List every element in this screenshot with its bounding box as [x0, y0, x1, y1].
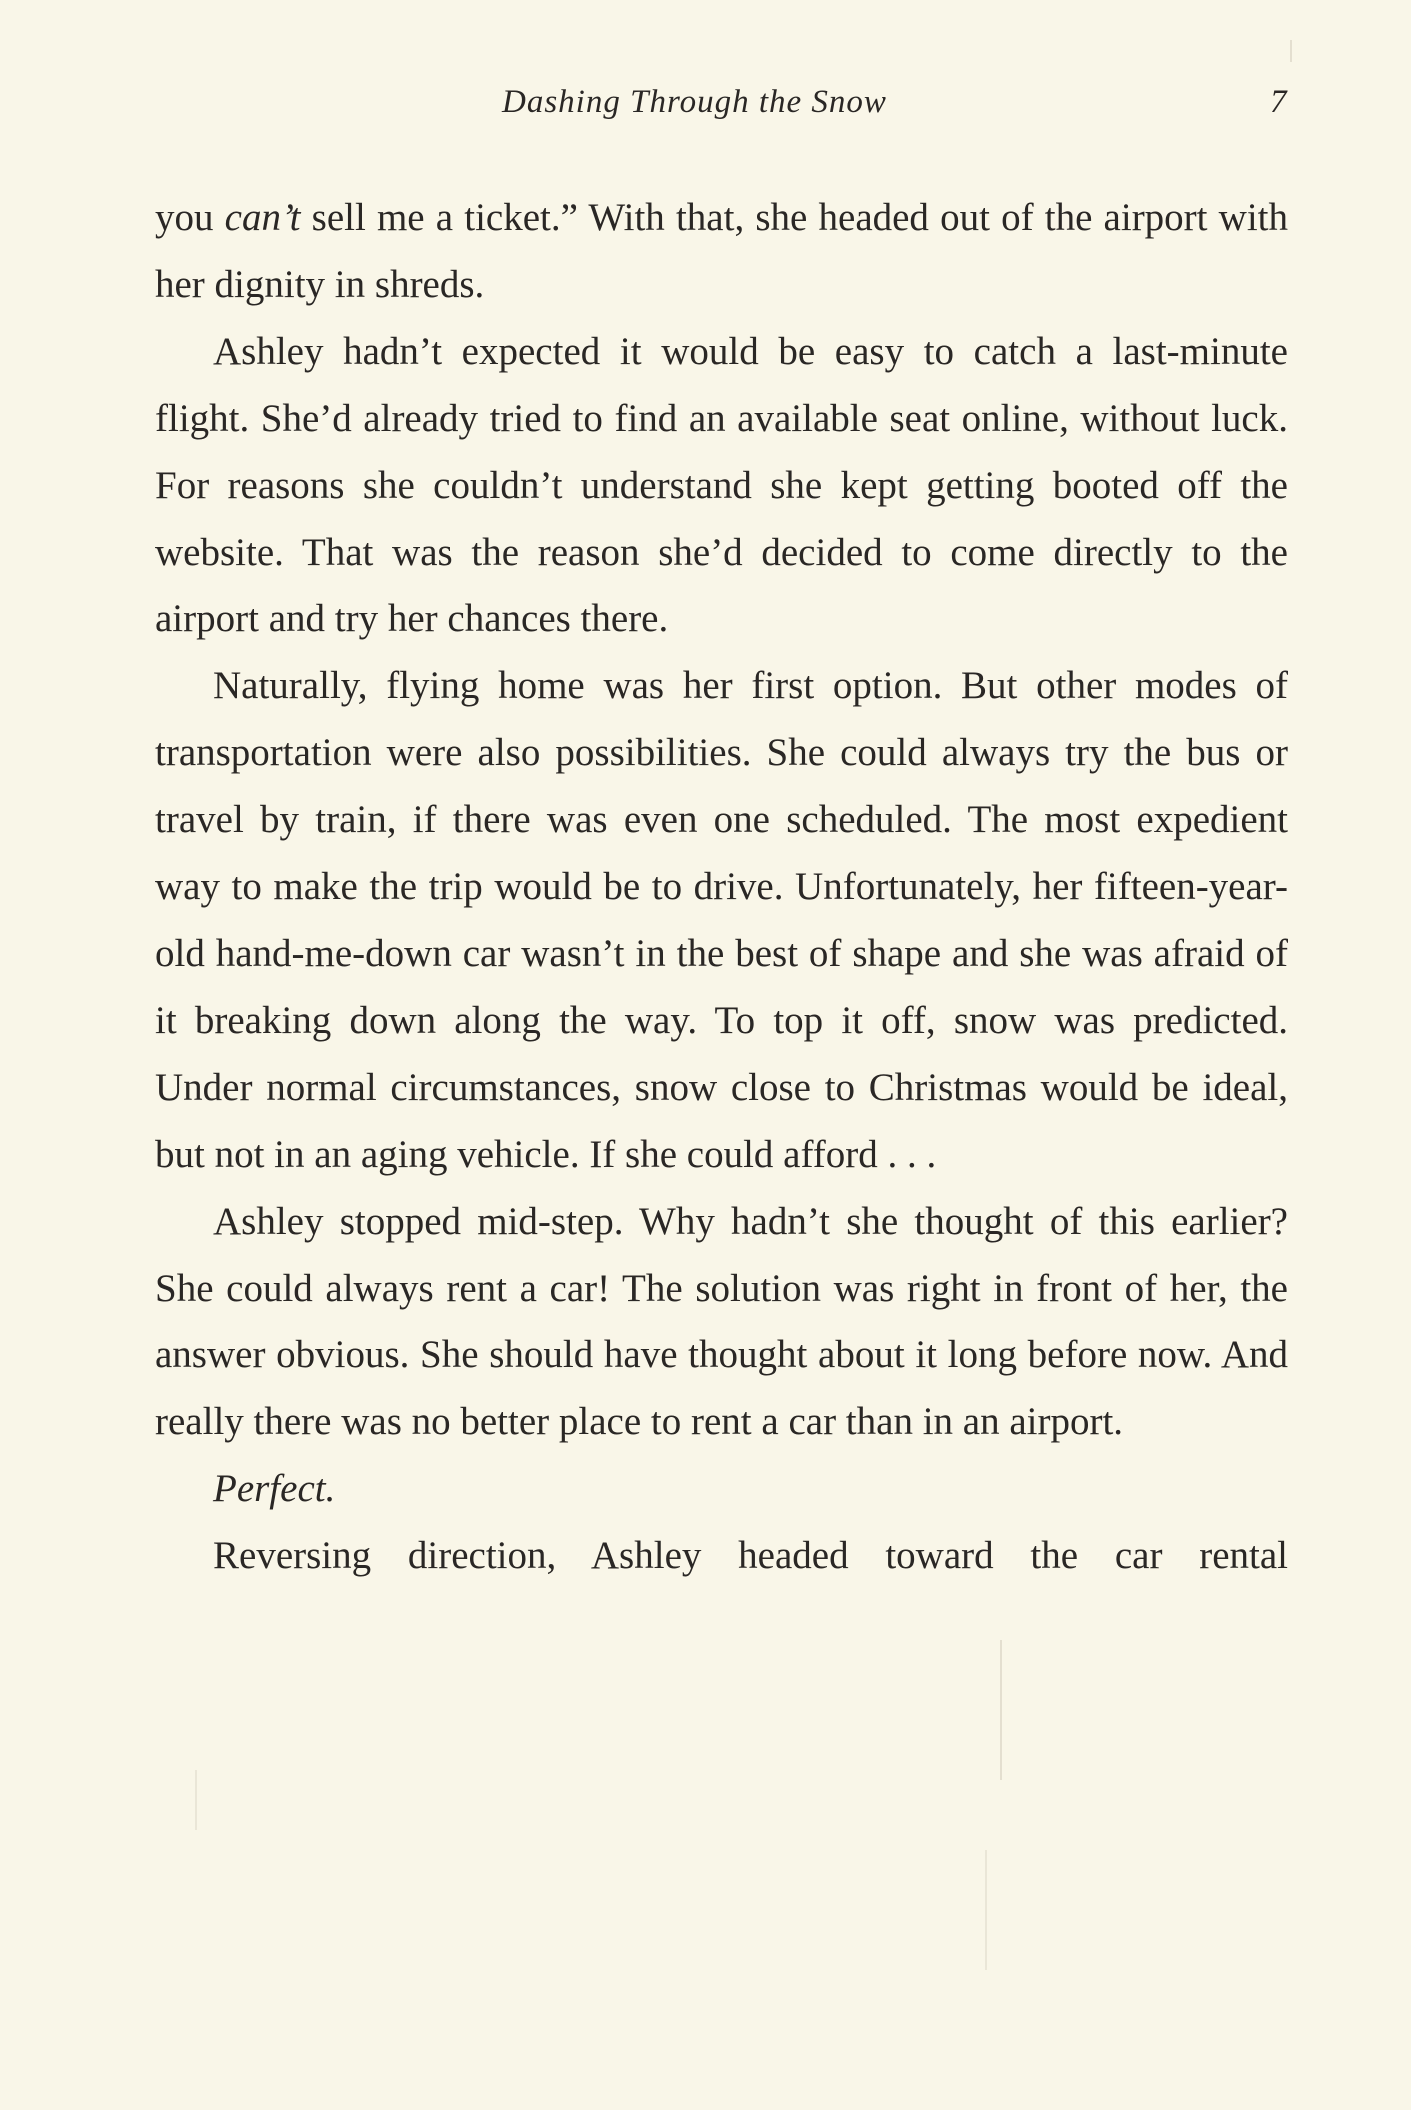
body-text [155, 185, 1288, 1590]
emphasized-line: Perfect. [213, 1467, 336, 1511]
paragraph-1 [155, 185, 1288, 319]
scan-artifact-line [985, 1850, 987, 1970]
emphasized-word: can’t [224, 196, 301, 239]
paragraph-6: Reversing direction, Ashley headed toward the car rental [213, 1534, 1288, 1578]
scan-artifact-line [1000, 1640, 1002, 1780]
scan-artifact-dot [1290, 40, 1292, 62]
paragraph-4: Ashley stopped mid-step. Why hadn’t she thought of this earlier? She could always rent a car! The solution was right in front of her, the answer obvious. She should have thought about it long before now. And really there was no better place to rent a car than in an airport. [155, 1199, 1288, 1444]
scan-artifact-line [195, 1770, 197, 1830]
paragraph-2: Ashley hadn’t expected it would be easy to catch a last-minute flight. She’d already tried to find an available seat online, without luck. For reasons she couldn’t understand she kept getting booted off the website. That was the reason she’d decided to come directly to the airport and try her chances there. [155, 329, 1288, 641]
paragraph-5 [155, 1456, 1288, 1523]
page-number: 7 [1270, 84, 1288, 120]
running-title: Dashing Through the Snow [502, 84, 887, 120]
paragraph-1-rest: sell me a ticket.” With that, she headed out of the airport with her dignity in shreds. [155, 196, 1288, 306]
paragraph-1-start: you [155, 196, 225, 239]
paragraph-3: Naturally, flying home was her first option. But other modes of transportation were also possibilities. She could always try the bus or travel by train, if there was even one scheduled. The most expedient way to make the trip would be to drive. Unfortunately, her fifteen-year-old hand-me-down car wasn’t in the best of shape and she was afraid of it breaking down along the way. To top it off, snow was predicted. Under normal circumstances, snow close to Christmas would be ideal, but not in an aging vehicle. If she could afford . . . [155, 664, 1288, 1176]
running-head [0, 84, 1411, 128]
